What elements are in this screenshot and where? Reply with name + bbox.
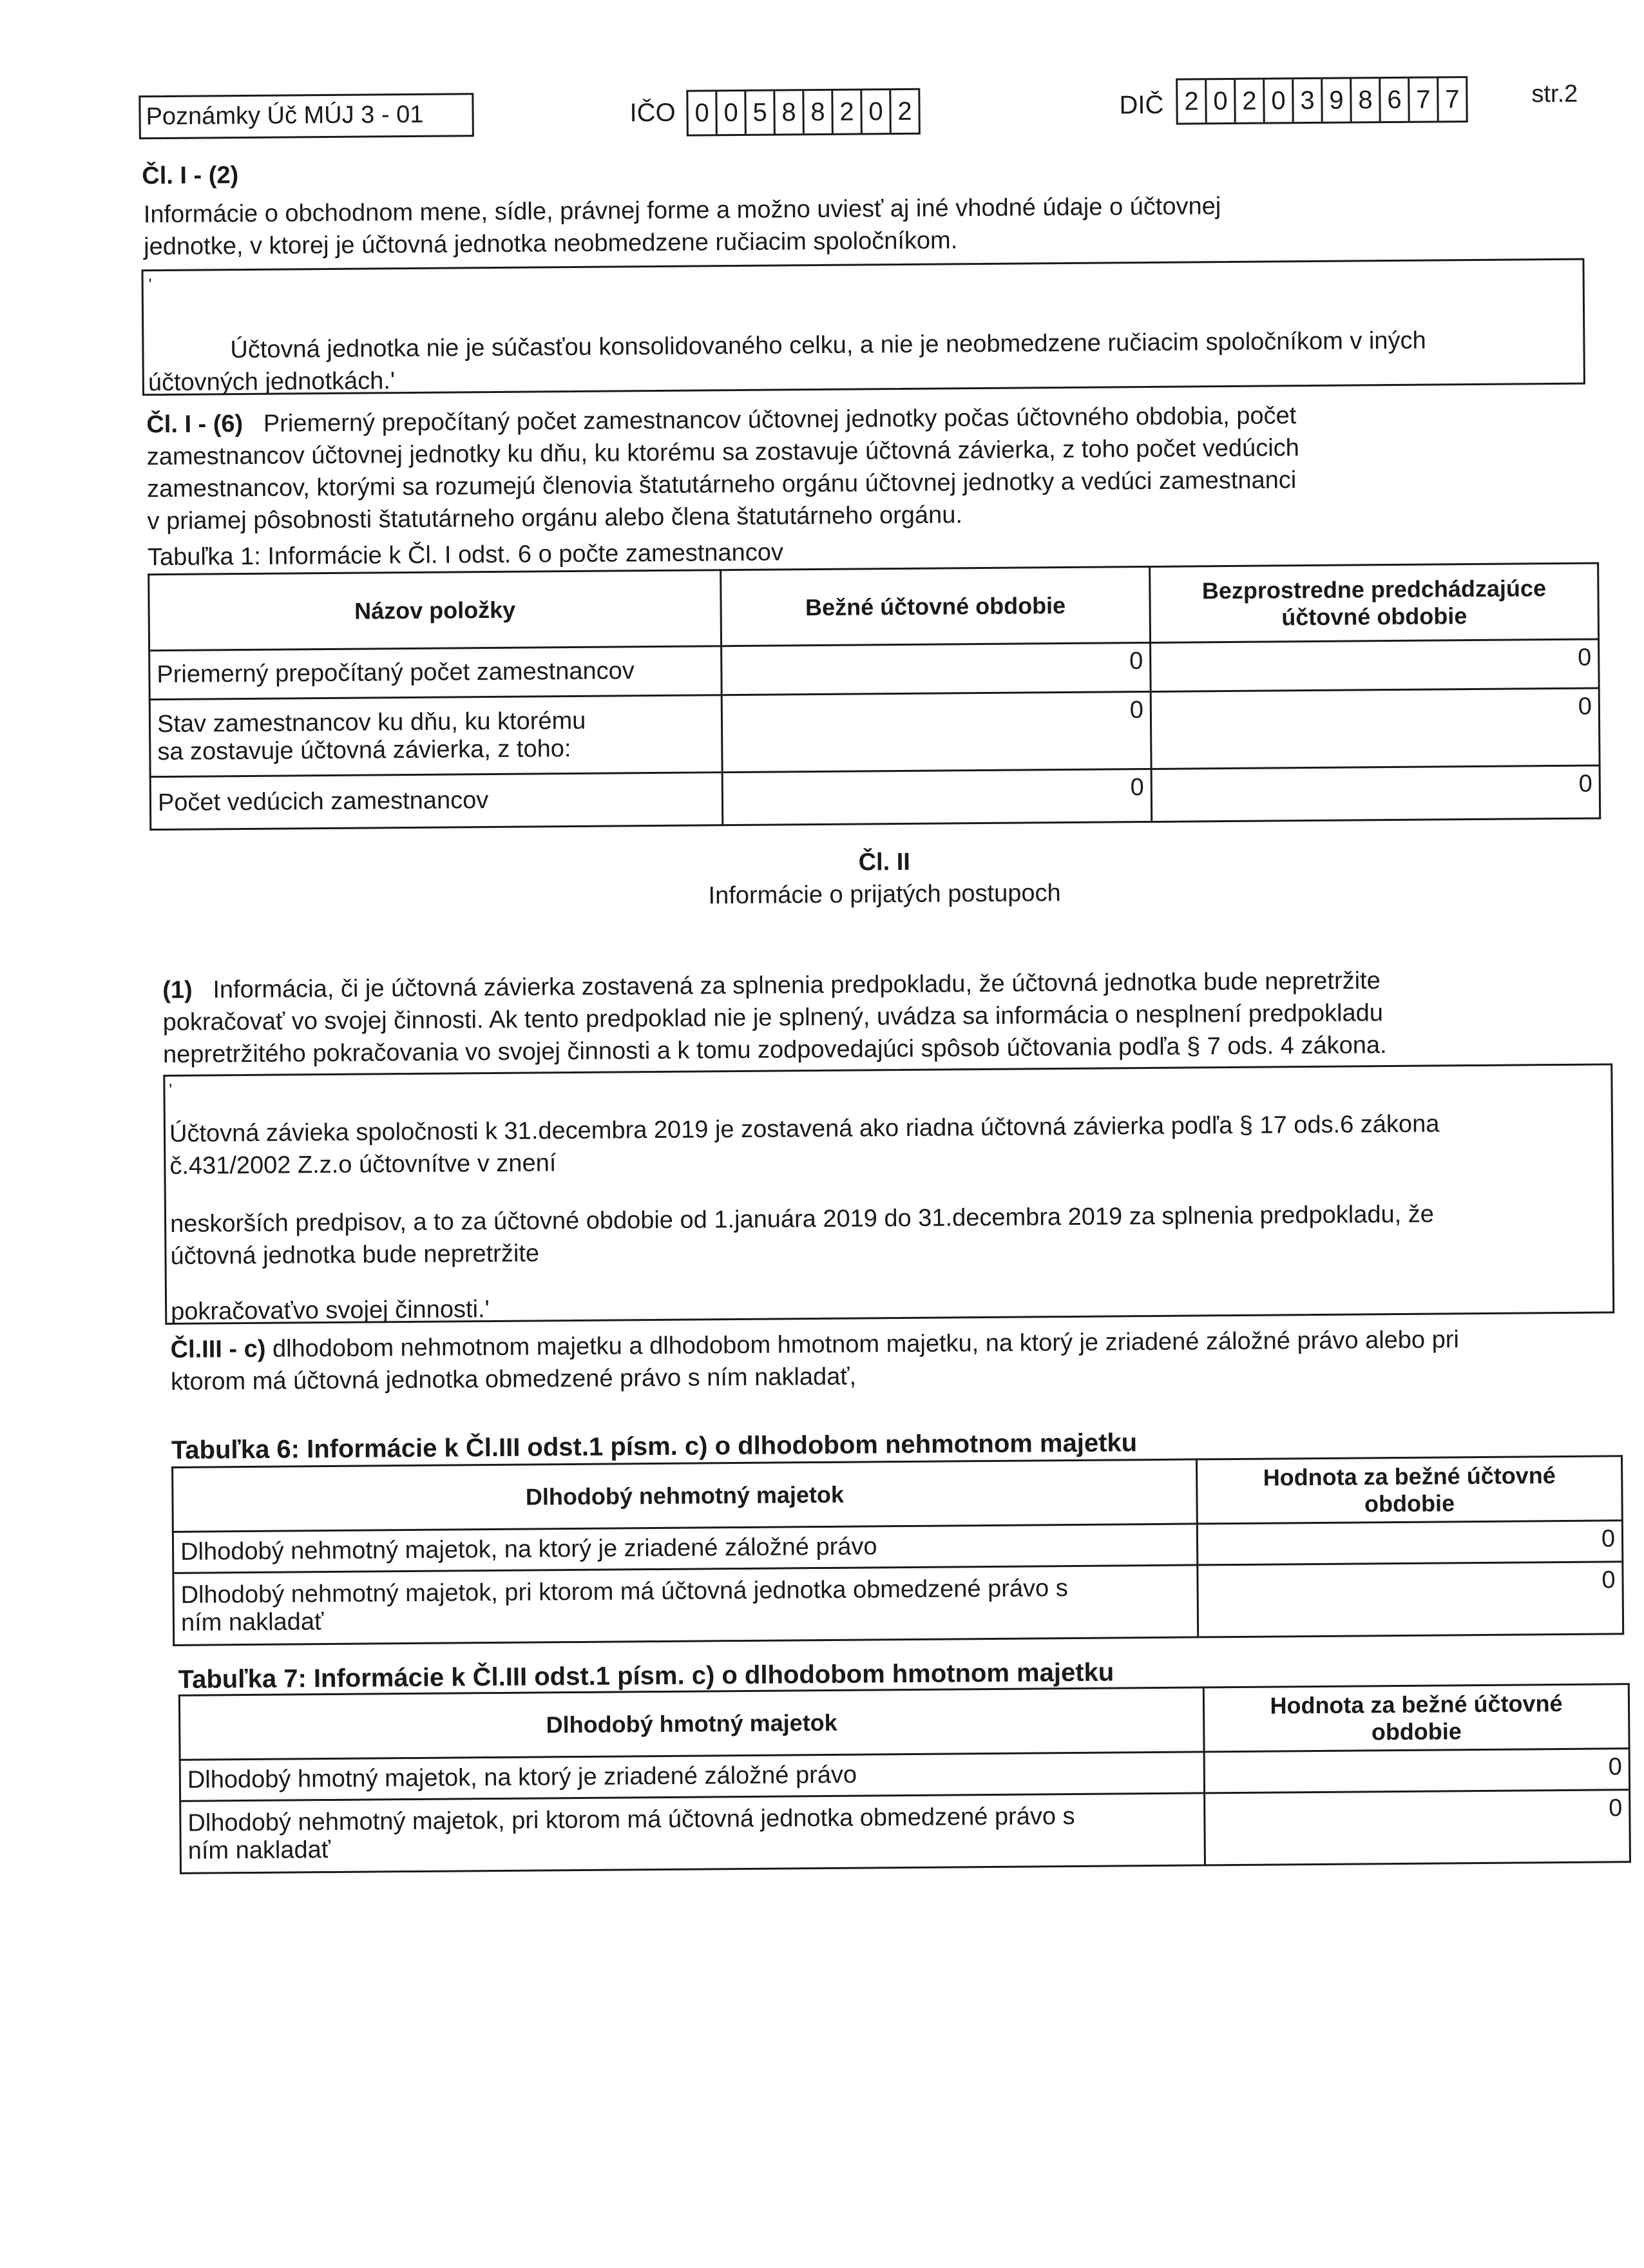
- table-cell-value: 0: [1151, 765, 1600, 822]
- section-heading: Čl.III - c): [170, 1335, 266, 1363]
- paragraph-line: ktorom má účtovná jednotka obmedzené právo s ním nakladať,: [170, 1363, 857, 1396]
- dic-digit: 2: [1178, 80, 1207, 122]
- ico-digit: 2: [833, 90, 863, 133]
- dic-digit: 9: [1323, 79, 1352, 121]
- dic-digit: 7: [1445, 84, 1460, 113]
- box-mark: ': [169, 1079, 173, 1099]
- cell-line: Dlhodobý hmotný majetok, na ktorý je zriadené záložné právo: [187, 1761, 857, 1794]
- table-caption: Tabuľka 1: Informácie k Čl. I odst. 6 o počte zamestnancov: [147, 539, 784, 572]
- paragraph-line: nepretržitého pokračovania vo svojej činnosti a k tomu zodpovedajúci spôsob účtovania podľa § 7 ods. 4 zákona.: [162, 1032, 1387, 1069]
- employees-table: [148, 562, 1601, 831]
- table-header-cell: [1203, 1684, 1629, 1752]
- cell-line: ním nakladať: [187, 1836, 331, 1865]
- box-line: Účtovná závieka spoločnosti k 31.decembra 2019 je zostavená ako riadna účtovná závierka podľa § 17 ods.6 zákona: [169, 1110, 1440, 1148]
- tangible-assets-table: [178, 1683, 1631, 1874]
- table-row: [150, 765, 1600, 830]
- box-line: pokračovaťvo svojej činnosti.': [171, 1296, 490, 1325]
- table-caption: Tabuľka 7: Informácie k Čl.III odst.1 písm. c) o dlhodobom hmotnom majetku: [178, 1658, 1114, 1694]
- paragraph-number: (1): [162, 976, 193, 1004]
- paragraph-line: pokračovať vo svojej činnosti. Ak tento predpoklad nie je splnený, uvádza sa informácia o nesplnení predpokladu: [162, 999, 1384, 1037]
- header-line: obdobie: [1364, 1489, 1455, 1517]
- header-line: obdobie: [1371, 1717, 1462, 1745]
- ico-digit: 8: [804, 91, 834, 133]
- box-line: účtovná jednotka bude nepretržite: [170, 1240, 540, 1270]
- cell-line: Priemerný prepočítaný počet zamestnancov: [157, 657, 635, 689]
- section-heading: Čl. I - (2): [142, 162, 239, 190]
- dic-digit-boxes: [1176, 76, 1468, 125]
- dic-digit: 0: [1265, 79, 1294, 122]
- table-header-cell: Názov položky: [149, 570, 722, 651]
- ico-digit: 8: [775, 91, 805, 133]
- table-caption: Tabuľka 6: Informácie k Čl.III odst.1 písm. c) o dlhodobom nehmotnom majetku: [171, 1428, 1138, 1465]
- table-cell-value: 0: [1197, 1521, 1622, 1565]
- table-header-cell: Dlhodobý nehmotný majetok: [173, 1459, 1198, 1532]
- cell-line: Dlhodobý nehmotný majetok, pri ktorom má účtovná jednotka obmedzené právo s: [187, 1802, 1075, 1837]
- box-line: neskorších predpisov, a to za účtovné obdobie od 1.januára 2019 do 31.decembra 2019 za splnenia predpokladu, že: [169, 1200, 1435, 1238]
- paragraph-line: Informácie o obchodnom mene, sídle, právnej forme a možno uviesť aj iné vhodné údaje o účtovnej: [143, 193, 1221, 229]
- table-cell-value: 0: [1198, 1562, 1623, 1637]
- ico-digit: 0: [717, 91, 747, 134]
- table-header-cell: Bežné účtovné obdobie: [721, 566, 1151, 646]
- header-line: Bezprostredne predchádzajúce: [1201, 574, 1547, 604]
- table-header-cell: [1150, 563, 1599, 642]
- dic-label: DIČ: [1119, 90, 1164, 120]
- box-line: č.431/2002 Z.z.o účtovnítve v znení: [169, 1149, 557, 1180]
- cell-line: Dlhodobý nehmotný majetok, pri ktorom má účtovná jednotka obmedzené právo s: [180, 1574, 1068, 1609]
- table-cell-value: 0: [1151, 639, 1600, 691]
- text-box: [163, 1063, 1614, 1325]
- form-label-box: [139, 93, 474, 139]
- paragraph-line: [170, 1325, 1459, 1365]
- dic-digit: 8: [1352, 79, 1381, 121]
- dic-digit: 7: [1410, 78, 1439, 120]
- ico-digit: 5: [746, 91, 776, 134]
- header-line: Hodnota za bežné účtovné: [1263, 1461, 1556, 1491]
- paragraph-text: Informácia, či je účtovná závierka zostavená za splnenia predpokladu, že účtovná jednotka bude nepretržite: [213, 967, 1381, 1004]
- ico-digit: 0: [862, 90, 892, 133]
- ico-digit-boxes: [686, 88, 921, 137]
- table-header-cell: [1197, 1456, 1623, 1524]
- table-cell-value: 0: [1204, 1749, 1629, 1793]
- ico-digit: 2: [897, 97, 912, 126]
- section-subheading: Informácie o prijatých postupoch: [708, 879, 1061, 910]
- cell-line: sa zostavuje účtovná závierka, z toho:: [157, 735, 571, 765]
- table-cell: [149, 646, 722, 700]
- header-line: účtovné obdobie: [1281, 602, 1467, 630]
- ico-digit: 0: [688, 91, 718, 134]
- header-line: Hodnota za bežné účtovné: [1270, 1689, 1563, 1719]
- intangible-assets-table: [171, 1455, 1624, 1646]
- section-heading: Čl. I - (6): [146, 410, 244, 439]
- dic-digit: 2: [1236, 80, 1265, 122]
- table-cell: [180, 1793, 1205, 1873]
- box-mark: ': [148, 274, 152, 294]
- cell-line: Počet vedúcich zamestnancov: [157, 787, 489, 817]
- page-number: str.2: [1531, 80, 1578, 108]
- table-cell-value: 0: [1205, 1790, 1630, 1865]
- dic-digit: 0: [1207, 80, 1236, 122]
- text-box: [141, 258, 1585, 396]
- cell-line: Stav zamestnancov ku dňu, ku ktorému: [157, 707, 586, 738]
- cell-line: Dlhodobý nehmotný majetok, na ktorý je zriadené záložné právo: [180, 1533, 877, 1566]
- table-cell: [150, 773, 723, 830]
- paragraph-text: Priemerný prepočítaný počet zamestnancov účtovnej jednotky počas účtovného obdobia, počet: [263, 402, 1297, 437]
- form-label: Poznámky Úč MÚJ 3 - 01: [146, 101, 424, 131]
- paragraph-line: jednotke, v ktorej je účtovná jednotka neobmedzene ručiacim spoločníkom.: [144, 227, 958, 261]
- table-row: [173, 1562, 1623, 1646]
- table-header-cell: Dlhodobý hmotný majetok: [179, 1687, 1204, 1760]
- table-cell-value: 0: [1151, 688, 1600, 769]
- table-cell-value: 0: [722, 769, 1152, 825]
- table-row: [149, 688, 1600, 777]
- paragraph-line: v priamej pôsobnosti štatutárneho orgánu alebo člena štatutárneho orgánu.: [147, 501, 963, 535]
- paragraph-text: dlhodobom nehmotnom majetku a dlhodobom hmotnom majetku, na ktorý je zriadené záložné právo alebo pri: [272, 1326, 1460, 1363]
- paragraph-line: zamestnancov, ktorými sa rozumejú členovia štatutárneho orgánu účtovnej jednotky a vedúci zamestnanci: [146, 466, 1297, 503]
- dic-digit: 6: [1381, 79, 1410, 121]
- table-row: [180, 1790, 1630, 1874]
- table-cell-value: 0: [722, 642, 1151, 695]
- section-heading: Čl. II: [858, 848, 911, 876]
- box-line: Účtovná jednotka nie je súčasťou konsolidovaného celku, a nie je neobmedzene ručiacim spoločníkom v iných: [230, 327, 1426, 364]
- paragraph-line: zamestnancov účtovnej jednotky ku dňu, ku ktorému sa zostavuje účtovná závierka, z toho počet vedúcich: [146, 434, 1299, 471]
- box-line: účtovných jednotkách.': [148, 367, 396, 397]
- table-cell: [173, 1565, 1198, 1645]
- cell-line: ním nakladať: [180, 1608, 324, 1637]
- dic-digit: 3: [1294, 79, 1323, 122]
- table-cell-value: 0: [722, 691, 1151, 772]
- table-cell: [149, 695, 722, 777]
- ico-label: IČO: [629, 98, 676, 128]
